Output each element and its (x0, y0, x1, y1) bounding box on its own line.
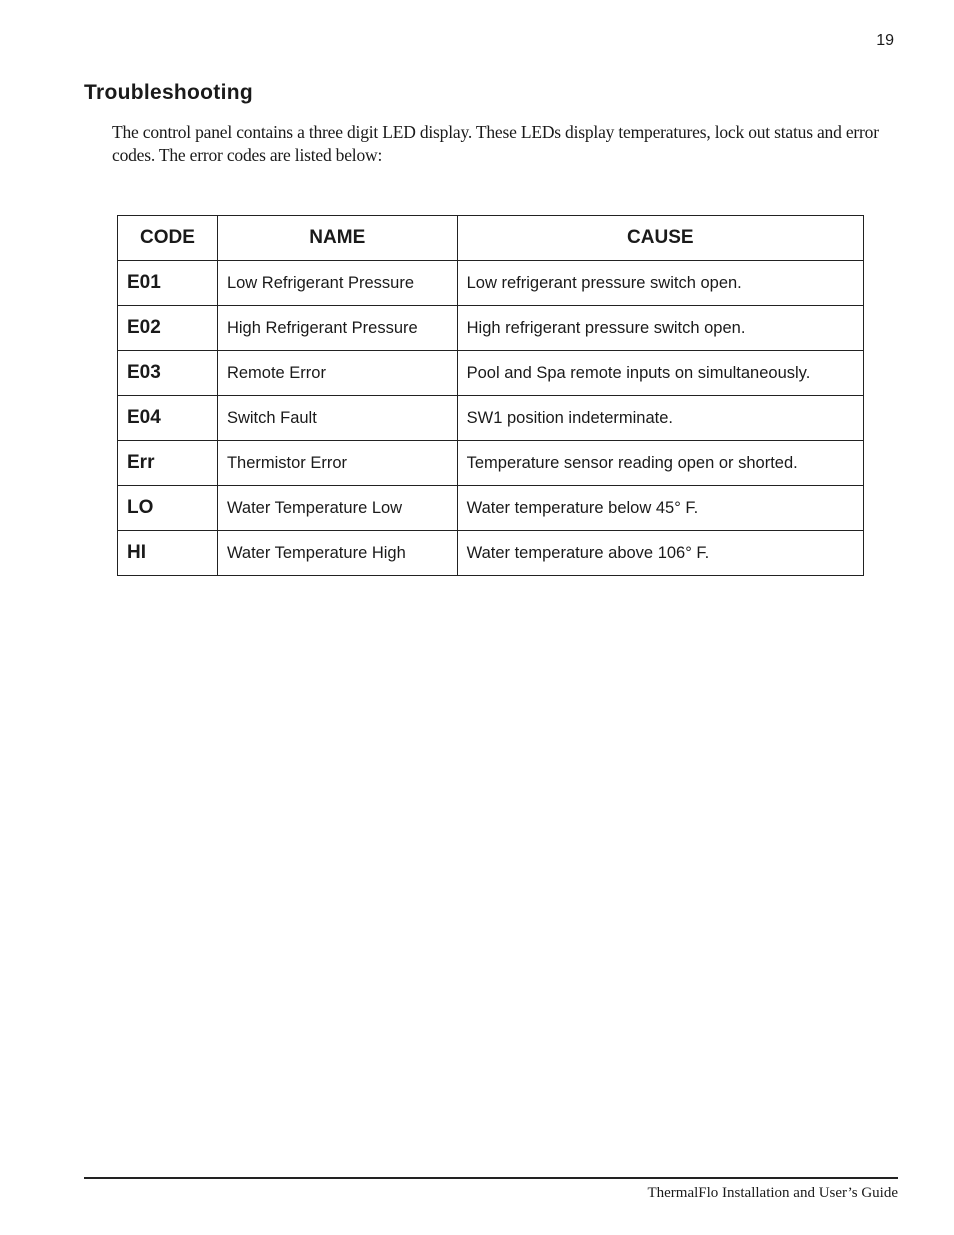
error-name: Remote Error (217, 351, 457, 396)
error-name: Water Temperature High (217, 531, 457, 576)
error-cause: High refrigerant pressure switch open. (457, 306, 863, 351)
table-row (118, 351, 864, 396)
error-code: LO (118, 486, 218, 531)
error-cause: Water temperature below 45° F. (457, 486, 863, 531)
table-row (118, 531, 864, 576)
error-code: Err (118, 441, 218, 486)
error-code: E04 (118, 396, 218, 441)
error-code: E01 (118, 261, 218, 306)
table-row (118, 441, 864, 486)
error-code-table (117, 215, 864, 576)
error-cause: Water temperature above 106° F. (457, 531, 863, 576)
error-code: E02 (118, 306, 218, 351)
section-title: Troubleshooting (84, 81, 253, 104)
error-code: E03 (118, 351, 218, 396)
table-header-row (118, 216, 864, 261)
footer-divider (84, 1177, 898, 1179)
error-name: Low Refrigerant Pressure (217, 261, 457, 306)
table-row (118, 306, 864, 351)
error-cause: Pool and Spa remote inputs on simultaneously. (457, 351, 863, 396)
error-name: Water Temperature Low (217, 486, 457, 531)
table-row (118, 261, 864, 306)
header-name: NAME (217, 216, 457, 261)
error-name: Thermistor Error (217, 441, 457, 486)
error-cause: Temperature sensor reading open or shorted. (457, 441, 863, 486)
page-number: 19 (876, 32, 894, 49)
header-cause: CAUSE (457, 216, 863, 261)
header-code: CODE (118, 216, 218, 261)
error-name: High Refrigerant Pressure (217, 306, 457, 351)
error-name: Switch Fault (217, 396, 457, 441)
intro-paragraph: The control panel contains a three digit LED display. These LEDs display temperatures, lock out status and error codes. The error codes are listed below: (112, 122, 879, 165)
table-row (118, 486, 864, 531)
error-code: HI (118, 531, 218, 576)
footer-guide-title: ThermalFlo Installation and User’s Guide (647, 1185, 898, 1201)
table-row (118, 396, 864, 441)
error-cause: Low refrigerant pressure switch open. (457, 261, 863, 306)
error-cause: SW1 position indeterminate. (457, 396, 863, 441)
